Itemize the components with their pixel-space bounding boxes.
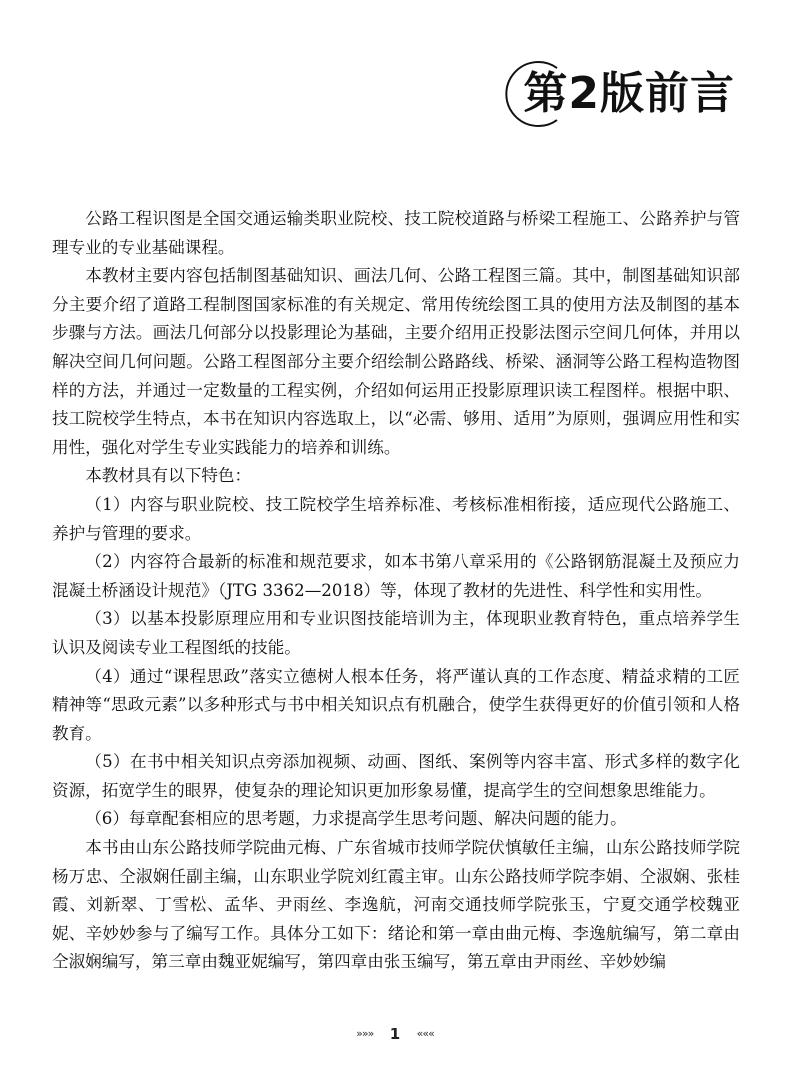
paragraph: 本书由山东公路技师学院曲元梅、广东省城市技师学院伏慎敏任主编，山东公路技师学院杨万忠、仝淑娴任副主编，山东职业学院刘红霞主审。山东公路技师学院李娟、仝淑娴、张桂霞、刘新翠、丁雪松、孟华、尹雨丝、李逸航，河南交通技师学院张玉，宁夏交通学校魏亚妮、辛妙妙参与了编写工作。具体分工如下：绪论和第一章由曲元梅、李逸航编写，第二章由仝淑娴编写，第三章由魏亚妮编写，第四章由张玉编写，第五章由尹雨丝、辛妙妙编 bbox=[52, 838, 740, 972]
paragraph: （1）内容与职业院校、技工院校学生培养标准、考核标准相衔接，适应现代公路施工、养护与管理的要求。 bbox=[52, 494, 740, 543]
paragraph: （2）内容符合最新的标准和规范要求，如本书第八章采用的《公路钢筋混凝土及预应力混凝土桥涵设计规范》（JTG 3362—2018）等，体现了教材的先进性、科学性和实用性。 bbox=[52, 552, 740, 600]
paragraph: 本教材具有以下特色： bbox=[85, 466, 252, 486]
page-number: 1 bbox=[389, 1025, 401, 1043]
paragraph: （5）在书中相关知识点旁添加视频、动画、图纸、案例等内容丰富、形式多样的数字化资源，拓宽学生的眼界，使复杂的理论知识更加形象易懂，提高学生的空间想象思维能力。 bbox=[52, 752, 740, 800]
paragraph: （4）通过“课程思政”落实立德树人根本任务，将严谨认真的工作态度、精益求精的工匠精神等“思政元素”以多种形式与书中相关知识点有机融合，使学生获得更好的价值引领和人格教育。 bbox=[52, 666, 740, 743]
preface-body bbox=[52, 205, 740, 977]
footer-left-marker: »»» bbox=[356, 1027, 374, 1040]
paragraph: 公路工程识图是全国交通运输类职业院校、技工院校道路与桥梁工程施工、公路养护与管理专业的专业基础课程。 bbox=[52, 209, 740, 257]
paragraph: （3）以基本投影原理应用和专业识图技能培训为主，体现职业教育特色，重点培养学生认识及阅读专业工程图纸的技能。 bbox=[52, 609, 740, 657]
page-title: 第2版前言 bbox=[523, 68, 735, 119]
paragraph: 本教材主要内容包括制图基础知识、画法几何、公路工程图三篇。其中，制图基础知识部分主要介绍了道路工程制图国家标准的有关规定、常用传统绘图工具的使用方法及制图的基本步骤与方法。画法几何部分以投影理论为基础，主要介绍用正投影法图示空间几何体，并用以解决空间几何问题。公路工程图部分主要介绍绘制公路路线、桥梁、涵洞等公路工程构造物图样的方法，并通过一定数量的工程实例，介绍如何运用正投影原理识读工程图样。根据中职、技工院校学生特点，本书在知识内容选取上，以“必需、够用、适用”为原则，强调应用性和实用性，强化对学生专业实践能力的培养和训练。 bbox=[52, 266, 740, 457]
page-footer bbox=[0, 1025, 790, 1043]
footer-right-marker: ««« bbox=[416, 1027, 434, 1040]
chapter-heading bbox=[509, 58, 735, 130]
paragraph: （6）每章配套相应的思考题，力求提高学生思考问题、解决问题的能力。 bbox=[85, 809, 627, 829]
